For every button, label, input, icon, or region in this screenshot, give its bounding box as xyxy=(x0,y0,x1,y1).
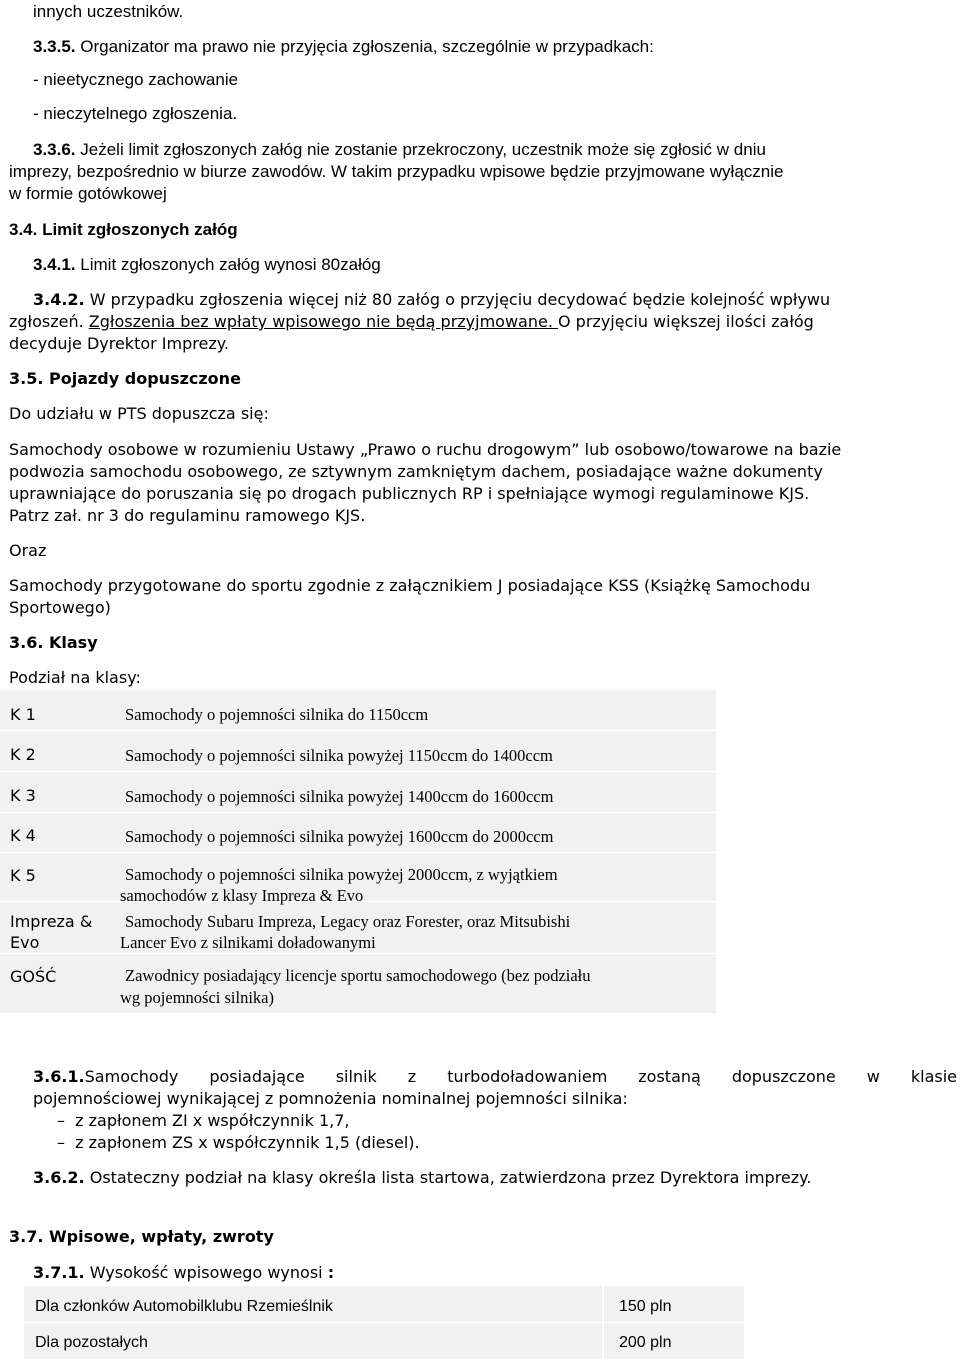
class-code: K 4 xyxy=(10,826,36,845)
sec-35-p2-line-1: Samochody przygotowane do sportu zgodnie z załącznikiem J posiadające KSS (Książkę Samochodu xyxy=(9,576,811,595)
sec-336-line-2: imprezy, bezpośrednio w biurze zawodów. W takim przypadku wpisowe będzie przyjmowane wyłącznie xyxy=(9,162,784,181)
class-desc: Samochody o pojemności silnika powyżej 1600ccm do 2000ccm xyxy=(125,827,554,846)
class-desc: Samochody o pojemności silnika do 1150ccm xyxy=(125,705,429,724)
sec-35-intro: Do udziału w PTS dopuszcza się: xyxy=(9,404,269,423)
sec-342-line-3: decyduje Dyrektor Imprezy. xyxy=(9,334,229,353)
class-table xyxy=(0,690,716,1013)
class-desc: samochodów z klasy Impreza & Evo xyxy=(120,886,364,905)
class-row xyxy=(0,731,716,772)
sec-336-line-1 xyxy=(33,140,766,160)
sec-35-p1-line-2: podwozia samochodu osobowego, ze sztywnym zamkniętym dachem, posiadające ważne dokumenty xyxy=(9,462,823,481)
fee-label: Dla członków Automobilklubu Rzemieślnik xyxy=(35,1298,333,1315)
sec-335-line xyxy=(33,37,654,57)
sec-342-line-1 xyxy=(33,290,830,309)
sec-37-heading: 3.7. Wpisowe, wpłaty, zwroty xyxy=(9,1227,274,1246)
class-code: K 2 xyxy=(10,745,36,764)
class-code: K 5 xyxy=(10,866,36,885)
sec-361-item-1: – z zapłonem ZI x współczynnik 1,7, xyxy=(57,1111,350,1130)
class-row xyxy=(0,813,716,853)
class-code: K 1 xyxy=(10,705,36,724)
sec-362-text: Ostateczny podział na klasy określa lista startowa, zatwierdzona przez Dyrektora imprezy. xyxy=(84,1168,812,1187)
sec-336-line-3: w formie gotówkowej xyxy=(9,184,167,203)
class-desc: Samochody o pojemności silnika powyżej 1150ccm do 1400ccm xyxy=(125,746,553,765)
fee-amount: 150 pln xyxy=(619,1298,672,1315)
sec-35-heading: 3.5. Pojazdy dopuszczone xyxy=(9,369,241,388)
class-desc: Samochody o pojemności silnika powyżej 2000ccm, z wyjątkiem xyxy=(125,865,558,884)
fee-label: Dla pozostałych xyxy=(35,1334,148,1351)
class-row xyxy=(0,954,716,1013)
sec-342-underlined-note: Zgłoszenia bez wpłaty wpisowego nie będą przyjmowane. xyxy=(88,312,558,331)
sec-371-colon: : xyxy=(327,1263,335,1282)
sec-36-intro: Podział na klasy: xyxy=(9,668,141,687)
dash-bullet-icon: – xyxy=(57,1133,65,1152)
class-row xyxy=(0,690,716,731)
sec-341-line xyxy=(33,255,381,275)
sec-35-p2-line-2: Sportowego) xyxy=(9,598,111,617)
sec-335-item-1: - nieetycznego zachowanie xyxy=(33,70,239,89)
sec-341-text: Limit zgłoszonych załóg wynosi 80załóg xyxy=(75,255,381,274)
fee-amount: 200 pln xyxy=(619,1334,672,1351)
sec-362-num: 3.6.2. xyxy=(33,1168,85,1187)
sec-362-line xyxy=(33,1168,811,1187)
class-row xyxy=(0,853,716,905)
sec-361-text-1: Samochody posiadające silnik z turbodoładowaniem zostaną dopuszczone w klasie xyxy=(84,1067,957,1086)
sec-342-line-2 xyxy=(9,312,814,331)
sec-342-text-2a: zgłoszeń. xyxy=(9,312,89,331)
sec-335-num: 3.3.5. xyxy=(33,37,76,56)
sec-35-p1-line-4: Patrz zał. nr 3 do regulaminu ramowego KJS. xyxy=(9,506,366,525)
sec-342-num: 3.4.2. xyxy=(33,290,85,309)
fee-row xyxy=(24,1286,602,1322)
sec-371-num: 3.7.1. xyxy=(33,1263,85,1282)
sec-34-heading: 3.4. Limit zgłoszonych załóg xyxy=(9,220,238,239)
sec-335-item-2: - nieczytelnego zgłoszenia. xyxy=(33,104,238,123)
class-desc: Samochody Subaru Impreza, Legacy oraz Forester, oraz Mitsubishi xyxy=(125,912,571,931)
class-desc: Zawodnicy posiadający licencje sportu samochodowego (bez podziału xyxy=(125,966,591,985)
class-row xyxy=(0,902,716,954)
class-code: GOŚĆ xyxy=(10,967,57,986)
sec-336-text-1: Jeżeli limit zgłoszonych załóg nie zostanie przekroczony, uczestnik może się zgłosić w dniu xyxy=(75,140,766,159)
sec-35-p1-line-1: Samochody osobowe w rozumieniu Ustawy „Prawo o ruchu drogowym” lub osobowo/towarowe na bazie xyxy=(9,440,842,459)
sec-371-text: Wysokość wpisowego wynosi xyxy=(84,1263,328,1282)
sec-336-num: 3.3.6. xyxy=(33,140,76,159)
sec-341-num: 3.4.1. xyxy=(33,255,76,274)
sec-361-line-2: pojemnościowej wynikającej z pomnożenia nominalnej pojemności silnika: xyxy=(33,1089,628,1108)
sec-35-p1-line-3: uprawniające do poruszania się po drogach publicznych RP i spełniające wymogi regulaminowe KJS. xyxy=(9,484,810,503)
fee-row xyxy=(24,1323,602,1359)
sec-342-text-2c: O przyjęciu większej ilości załóg xyxy=(558,312,814,331)
sec-36-heading: 3.6. Klasy xyxy=(9,633,98,652)
sec-342-text-1: W przypadku zgłoszenia więcej niż 80 załóg o przyjęciu decydować będzie kolejność wpływu xyxy=(84,290,831,309)
class-code: Evo xyxy=(10,933,40,952)
class-desc: Samochody o pojemności silnika powyżej 1400ccm do 1600ccm xyxy=(125,787,554,806)
class-desc: Lancer Evo z silnikami doładowanymi xyxy=(120,933,376,952)
sec-35-oraz: Oraz xyxy=(9,541,47,560)
sec-335-text: Organizator ma prawo nie przyjęcia zgłoszenia, szczególnie w przypadkach: xyxy=(75,37,654,56)
dash-bullet-icon: – xyxy=(57,1111,65,1130)
class-row xyxy=(0,772,716,813)
sec-361-line-1 xyxy=(33,1067,957,1086)
sec-361-item-2: – z zapłonem ZS x współczynnik 1,5 (diesel). xyxy=(57,1133,420,1152)
fee-amount-cell xyxy=(604,1286,744,1322)
sec-371-line xyxy=(33,1263,334,1282)
fee-amount-cell xyxy=(604,1323,744,1359)
class-code: Impreza & xyxy=(10,912,93,931)
class-desc: wg pojemności silnika) xyxy=(120,988,274,1007)
sec-361-num: 3.6.1. xyxy=(33,1067,85,1086)
sec-333-tail: innych uczestników. xyxy=(33,2,184,21)
class-code: K 3 xyxy=(10,786,36,805)
